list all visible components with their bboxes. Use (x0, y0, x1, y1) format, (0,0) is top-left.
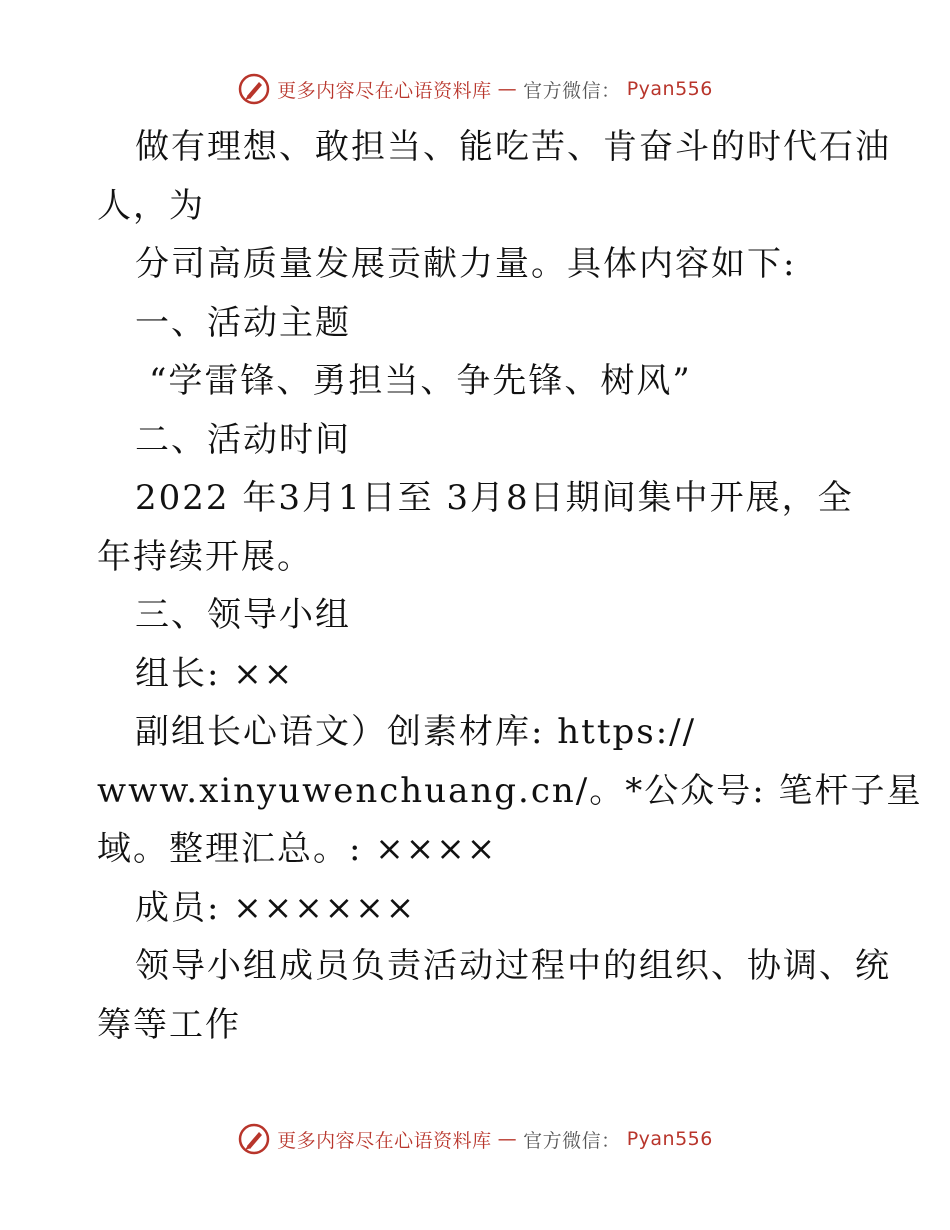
watermark-header (0, 72, 950, 106)
paragraph-line: www.xinyuwenchuang.cn/。*公众号: 笔杆子星 (97, 770, 923, 811)
watermark-footer (0, 1122, 950, 1156)
watermark-wechat-id: Pyan556 (626, 1128, 713, 1150)
deputy-leader-line: 副组长心语文）创素材库: https:// (135, 712, 697, 752)
paragraph-line: 年持续开展。 (97, 536, 313, 577)
paragraph-line: 分司高质量发展贡献力量。具体内容如下: (135, 244, 797, 284)
watermark-separator: — (497, 78, 518, 100)
paragraph-line: 做有理想、敢担当、能吃苦、肯奋斗的时代石油 (135, 127, 891, 167)
members-line: 成员: ×××××× (135, 887, 417, 928)
watermark-separator: — (497, 1128, 518, 1150)
leader-line: 组长: ×× (135, 653, 295, 694)
watermark-label: 官方微信： (523, 79, 621, 102)
paragraph-line: 人，为 (97, 185, 205, 226)
paragraph-line: 域。整理汇总。: ×××× (97, 829, 498, 869)
watermark-label: 官方微信： (523, 1129, 621, 1152)
section-heading-leadership: 三、领导小组 (135, 595, 351, 635)
section-heading-theme: 一、活动主题 (135, 302, 351, 343)
paragraph-line: 2022 年3月1日至 3月8日期间集中开展，全 (135, 478, 854, 518)
watermark-main-text: 更多内容尽在心语资料库 (277, 1129, 492, 1152)
paragraph-line: 领导小组成员负责活动过程中的组织、协调、统 (135, 946, 891, 986)
document-body (97, 118, 923, 1054)
watermark-wechat-id: Pyan556 (626, 78, 713, 100)
section-heading-time: 二、活动时间 (135, 419, 351, 460)
watermark-main-text: 更多内容尽在心语资料库 (277, 79, 492, 102)
paragraph-line: 筹等工作 (97, 1004, 241, 1045)
pen-nib-logo-icon (237, 1122, 271, 1156)
pen-nib-logo-icon (237, 72, 271, 106)
theme-quote: “学雷锋、勇担当、争先锋、树风” (149, 361, 692, 401)
